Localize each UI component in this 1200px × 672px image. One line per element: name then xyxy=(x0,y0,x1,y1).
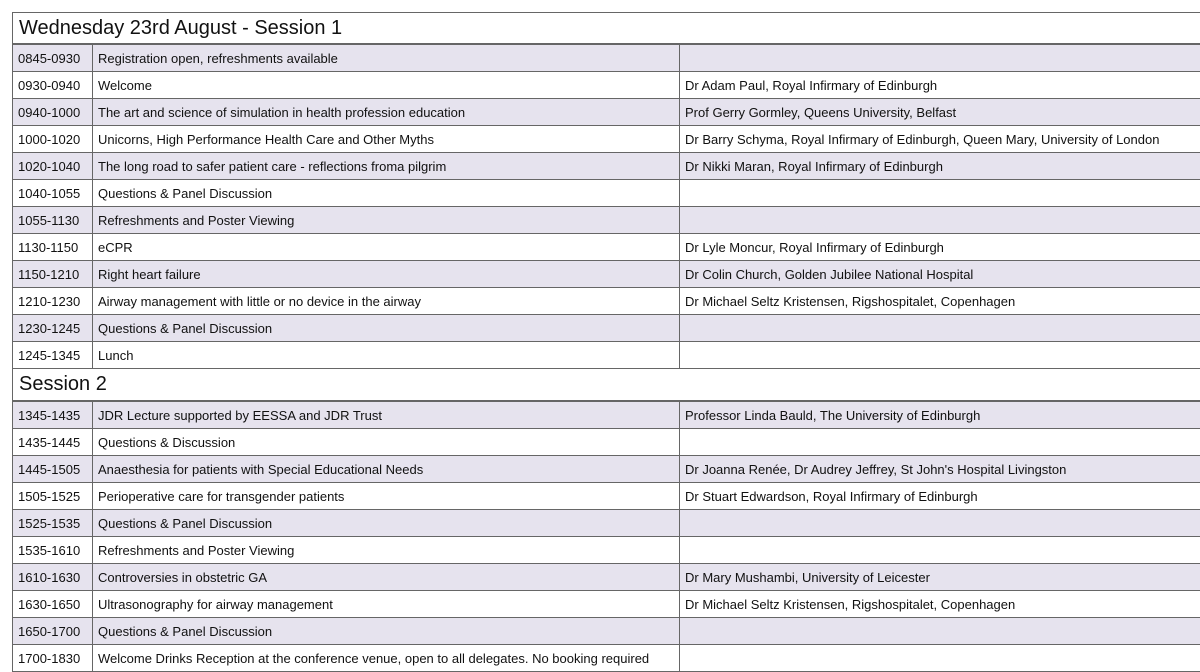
speaker-cell xyxy=(680,645,1200,672)
time-cell: 1525-1535 xyxy=(13,510,93,537)
title-cell: Lunch xyxy=(93,342,680,369)
time-cell: 1630-1650 xyxy=(13,591,93,618)
time-cell: 0845-0930 xyxy=(13,45,93,72)
title-cell: Airway management with little or no device in the airway xyxy=(93,288,680,315)
table-row xyxy=(13,483,1200,510)
title-cell: Welcome xyxy=(93,72,680,99)
speaker-cell: Dr Michael Seltz Kristensen, Rigshospitalet, Copenhagen xyxy=(680,288,1200,315)
time-cell: 1345-1435 xyxy=(13,402,93,429)
title-cell: Right heart failure xyxy=(93,261,680,288)
title-cell: Controversies in obstetric GA xyxy=(93,564,680,591)
speaker-cell xyxy=(680,510,1200,537)
speaker-cell: Dr Stuart Edwardson, Royal Infirmary of Edinburgh xyxy=(680,483,1200,510)
table-row xyxy=(13,288,1200,315)
table-row xyxy=(13,180,1200,207)
speaker-cell: Dr Michael Seltz Kristensen, Rigshospitalet, Copenhagen xyxy=(680,591,1200,618)
time-cell: 1610-1630 xyxy=(13,564,93,591)
speaker-cell: Professor Linda Bauld, The University of Edinburgh xyxy=(680,402,1200,429)
time-cell: 1210-1230 xyxy=(13,288,93,315)
table-row xyxy=(13,618,1200,645)
time-cell: 1150-1210 xyxy=(13,261,93,288)
time-cell: 1650-1700 xyxy=(13,618,93,645)
time-cell: 1535-1610 xyxy=(13,537,93,564)
table-row xyxy=(13,429,1200,456)
title-cell: Questions & Panel Discussion xyxy=(93,315,680,342)
table-row xyxy=(13,342,1200,369)
speaker-cell: Prof Gerry Gormley, Queens University, Belfast xyxy=(680,99,1200,126)
speaker-cell: Dr Barry Schyma, Royal Infirmary of Edinburgh, Queen Mary, University of London xyxy=(680,126,1200,153)
title-cell: JDR Lecture supported by EESSA and JDR Trust xyxy=(93,402,680,429)
table-row xyxy=(13,72,1200,99)
speaker-cell: Dr Nikki Maran, Royal Infirmary of Edinburgh xyxy=(680,153,1200,180)
table-row xyxy=(13,645,1200,672)
title-cell: eCPR xyxy=(93,234,680,261)
title-cell: Questions & Discussion xyxy=(93,429,680,456)
time-cell: 1040-1055 xyxy=(13,180,93,207)
title-cell: Ultrasonography for airway management xyxy=(93,591,680,618)
time-cell: 1435-1445 xyxy=(13,429,93,456)
title-cell: Anaesthesia for patients with Special Educational Needs xyxy=(93,456,680,483)
title-cell: The long road to safer patient care - reflections froma pilgrim xyxy=(93,153,680,180)
time-cell: 1445-1505 xyxy=(13,456,93,483)
time-cell: 1020-1040 xyxy=(13,153,93,180)
speaker-cell xyxy=(680,618,1200,645)
table-row xyxy=(13,261,1200,288)
speaker-cell xyxy=(680,429,1200,456)
title-cell: Questions & Panel Discussion xyxy=(93,618,680,645)
session-header: Session 2 xyxy=(12,369,1200,401)
title-cell: Questions & Panel Discussion xyxy=(93,180,680,207)
time-cell: 1230-1245 xyxy=(13,315,93,342)
title-cell: Refreshments and Poster Viewing xyxy=(93,207,680,234)
title-cell: Refreshments and Poster Viewing xyxy=(93,537,680,564)
schedule xyxy=(12,12,1200,672)
speaker-cell xyxy=(680,342,1200,369)
title-cell: Unicorns, High Performance Health Care and Other Myths xyxy=(93,126,680,153)
speaker-cell xyxy=(680,315,1200,342)
speaker-cell: Dr Adam Paul, Royal Infirmary of Edinburgh xyxy=(680,72,1200,99)
time-cell: 1505-1525 xyxy=(13,483,93,510)
title-cell: Perioperative care for transgender patients xyxy=(93,483,680,510)
table-row xyxy=(13,510,1200,537)
table-row xyxy=(13,315,1200,342)
table-row xyxy=(13,456,1200,483)
speaker-cell: Dr Joanna Renée, Dr Audrey Jeffrey, St John's Hospital Livingston xyxy=(680,456,1200,483)
speaker-cell xyxy=(680,180,1200,207)
time-cell: 0940-1000 xyxy=(13,99,93,126)
table-row xyxy=(13,402,1200,429)
time-cell: 1055-1130 xyxy=(13,207,93,234)
table-row xyxy=(13,591,1200,618)
speaker-cell xyxy=(680,45,1200,72)
title-cell: Questions & Panel Discussion xyxy=(93,510,680,537)
title-cell: The art and science of simulation in health profession education xyxy=(93,99,680,126)
table-row xyxy=(13,99,1200,126)
table-row xyxy=(13,564,1200,591)
table-row xyxy=(13,537,1200,564)
speaker-cell: Dr Lyle Moncur, Royal Infirmary of Edinburgh xyxy=(680,234,1200,261)
table-row xyxy=(13,45,1200,72)
session-table xyxy=(12,44,1200,369)
table-row xyxy=(13,153,1200,180)
time-cell: 1000-1020 xyxy=(13,126,93,153)
session-table xyxy=(12,401,1200,672)
speaker-cell: Dr Mary Mushambi, University of Leicester xyxy=(680,564,1200,591)
table-row xyxy=(13,234,1200,261)
time-cell: 1130-1150 xyxy=(13,234,93,261)
table-row xyxy=(13,207,1200,234)
time-cell: 1245-1345 xyxy=(13,342,93,369)
title-cell: Welcome Drinks Reception at the conference venue, open to all delegates. No booking required xyxy=(93,645,680,672)
time-cell: 0930-0940 xyxy=(13,72,93,99)
speaker-cell: Dr Colin Church, Golden Jubilee National Hospital xyxy=(680,261,1200,288)
time-cell: 1700-1830 xyxy=(13,645,93,672)
table-row xyxy=(13,126,1200,153)
session-header: Wednesday 23rd August - Session 1 xyxy=(12,12,1200,44)
speaker-cell xyxy=(680,537,1200,564)
speaker-cell xyxy=(680,207,1200,234)
title-cell: Registration open, refreshments available xyxy=(93,45,680,72)
